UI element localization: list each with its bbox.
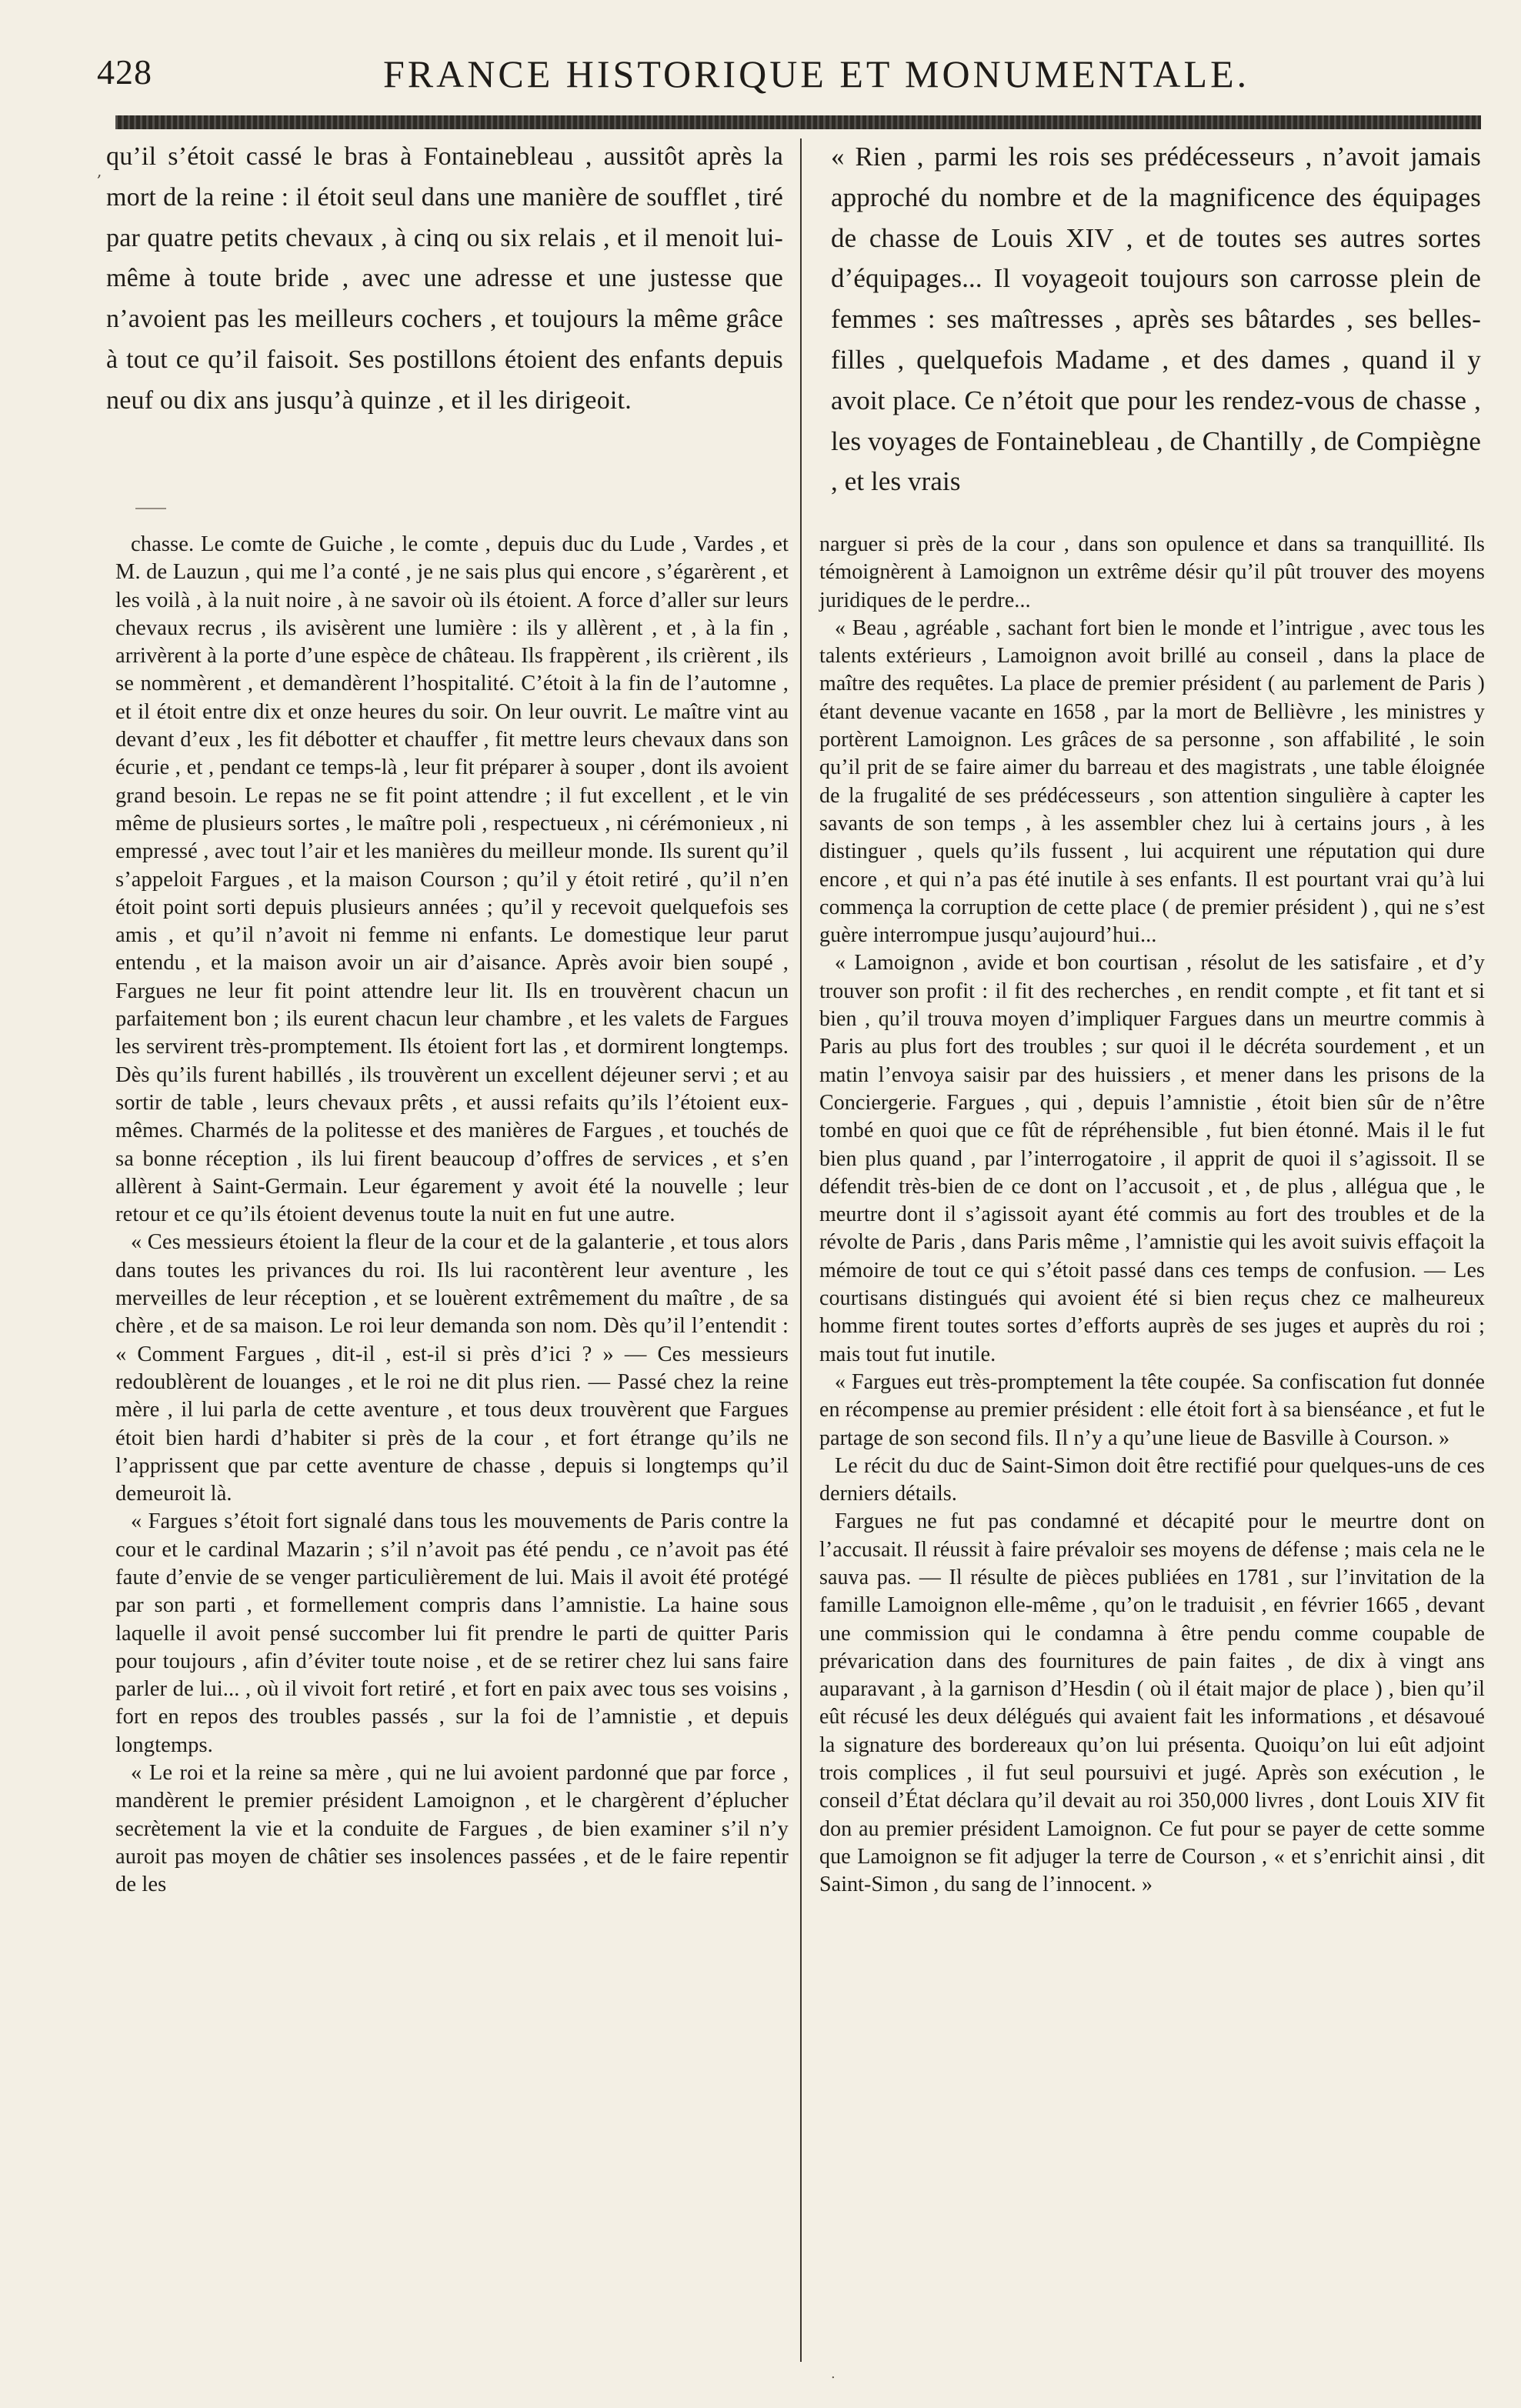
paragraph: « Rien , parmi les rois ses prédécesseurs , n’avoit jamais approché du nombre et de la magnificence des équipages de chasse de Louis XIV , et de toutes ses autres sortes d’équipages... Il voyageoit toujours son carrosse plein de femmes : ses maîtresses , après ses bâtardes , ses belles-filles , quelquefois Madame , et des dames , quand il y avoit place. Ce n’étoit que pour les rendez-vous de chasse , les voyages de Fontainebleau , de Chantilly , de Compiègne , et les vrais xyxy=(831,142,1481,497)
paragraph: narguer si près de la cour , dans son opulence et dans sa tranquillité. Ils témoignèrent à Lamoignon un extrême désir qu’il pût trouver des moyens juridiques de le perdre... xyxy=(819,532,1485,612)
separator-mark xyxy=(135,508,166,509)
paragraph: « Beau , agréable , sachant fort bien le monde et l’intrigue , avec tous les talents extérieurs , Lamoignon avoit brillé au conseil , dans la place de maître des requêtes. La place de premier président ( au parlement de Paris ) étant devenue vacante en 1658 , par la mort de Bellièvre , les ministres y portèrent Lamoignon. Les grâces de sa personne , son affabilité , le soin qu’il prit de se faire aimer du barreau et des magistrats , une table éloignée de la frugalité de ses prédécesseurs , son attention singulière à capter les savants de son temps , à les assembler chez lui à certains jours , à les distinguer , quels qu’ils fussent , lui acquirent une réputation qui dure encore , et qui n’a pas été inutile à ses enfants. Il est pourtant vrai qu’à lui commença la corruption de cette place ( de premier président ) , qui ne s’est guère interrompue jusqu’aujourd’hui... xyxy=(819,615,1485,948)
left-top-text-block xyxy=(106,137,783,422)
margin-mark: . xyxy=(831,2366,836,2382)
margin-mark: , xyxy=(97,162,102,180)
running-title: FRANCE HISTORIQUE ET MONUMENTALE. xyxy=(383,52,1250,95)
column-divider xyxy=(800,138,802,2362)
paragraph: « Ces messieurs étoient la fleur de la cour et de la galanterie , et tous alors dans toutes les privances du roi. Ils lui racontèrent leur aventure , les merveilles de leur réception , et se louèrent extrêmement du maître , de sa chère , et de sa maison. Le roi leur demanda son nom. Dès qu’il l’entendit : « Comment Fargues , dit-il , est-il si près d’ici ? » — Ces messieurs redoublèrent de louanges , et le roi ne dit plus rien. — Passé chez la reine mère , il lui parla de cette aventure , et tous deux trouvèrent que Fargues étoit bien hardi d’habiter si près de la cour , et fort étrange qu’ils ne l’apprissent que par cette aventure de chasse , depuis si longtemps qu’il demeuroit là. xyxy=(115,1230,789,1506)
paragraph: Le récit du duc de Saint-Simon doit être rectifié pour quelques-uns de ces derniers détails. xyxy=(819,1453,1485,1506)
page-number: 428 xyxy=(97,52,152,92)
paragraph: « Fargues eut très-promptement la tête coupée. Sa confiscation fut donnée en récompense au premier président : elle étoit fort à sa bienséance , et fut le partage de son second fils. Il n’y a qu’une lieue de Basville à Courson. » xyxy=(819,1369,1485,1450)
page-header xyxy=(0,42,1521,112)
paragraph: « Fargues s’étoit fort signalé dans tous les mouvements de Paris contre la cour et le cardinal Mazarin ; s’il n’avoit pas été pendu , ce n’avoit pas été faute d’envie de se venger particulièrement de lui. Mais il avoit été protégé par son parti , et formellement compris dans l’amnistie. La haine sous laquelle il avoit pensé succomber lui fit prendre le parti de quitter Paris pour toujours , afin d’éviter toute noise , et de se retirer chez lui sans faire parler de lui... , où il vivoit fort retiré , et fort en paix avec tous ses voisins , fort en repos des troubles passés , sur la foi de l’amnistie , et depuis longtemps. xyxy=(115,1509,789,1757)
decorative-rule xyxy=(115,115,1481,129)
right-column-footnote-text xyxy=(819,531,1485,1899)
left-column-footnote-text xyxy=(115,531,789,1899)
paragraph: qu’il s’étoit cassé le bras à Fontainebleau , aussitôt après la mort de la reine : il étoit seul dans une manière de soufflet , tiré par quatre petits chevaux , à cinq ou six relais , et il menoit lui-même à toute bride , avec une adresse et une justesse que n’avoient pas les meilleurs cochers , et toujours la même grâce à tout ce qu’il faisoit. Ses postillons étoient des enfants depuis neuf ou dix ans jusqu’à quinze , et il les dirigeoit. xyxy=(106,142,783,415)
right-top-text-block xyxy=(831,137,1481,502)
paragraph: « Le roi et la reine sa mère , qui ne lui avoient pardonné que par force , mandèrent le premier président Lamoignon , et le chargèrent d’éplucher secrètement la vie et la conduite de Fargues , de bien examiner s’il n’y auroit pas moyen de châtier ses insolences passées , et de le faire repentir de les xyxy=(115,1761,789,1897)
paragraph: « Lamoignon , avide et bon courtisan , résolut de les satisfaire , et d’y trouver son profit : il fit des recherches , en rendit compte , et fit tant et si bien , qu’il trouva moyen d’impliquer Fargues dans un meurtre commis à Paris au plus fort des troubles ; sur quoi il le décréta sourdement , et un matin l’envoya saisir par des huissiers , et mener dans les prisons de la Conciergerie. Fargues , qui , depuis l’amnistie , étoit bien sûr de n’être tombé en quoi que ce fût de répréhensible , fut bien étonné. Mais il le fut bien plus quand , par l’interrogatoire , il apprit de quoi il s’agissoit. Il se défendit très-bien de ce dont on l’accusoit , et , de plus , allégua que , le meurtre dont il s’agissoit ayant été commis au fort des troubles et de la révolte de Paris , dans Paris même , l’amnistie qui les avoit suivis effaçoit la mémoire de tout ce qui s’étoit passé dans ces temps de confusion. — Les courtisans distingués qui avoient été si bien reçus chez ce malheureux homme firent toutes sortes d’efforts auprès de ses juges et auprès du roi ; mais tout fut inutile. xyxy=(819,951,1485,1366)
paragraph: Fargues ne fut pas condamné et décapité pour le meurtre dont on l’accusait. Il réussit à faire prévaloir ses moyens de défense ; mais cela ne le sauva pas. — Il résulte de pièces publiées en 1781 , sur l’invitation de la famille Lamoignon elle-même , qu’on le traduisit , en février 1665 , devant une commission qui le condamna à être pendu comme coupable de prévarication dans des fournitures de pain faites , de dix à vingt ans auparavant , à la garnison d’Hesdin ( où il était major de place ) , bien qu’il eût récusé les deux délégués qui avaient fait les informations , et désavoué la signature des bordereaux qu’on lui présenta. Quoiqu’on lui eût adjoint trois complices , il fut seul poursuivi et jugé. Après son exécution , le conseil d’État déclara qu’il devait au roi 350,000 livres , dont Louis XIV fit don au premier président Lamoignon. Ce fut pour se payer de cette somme que Lamoignon se fit adjuger la terre de Courson , « et s’enrichit ainsi , dit Saint-Simon , du sang de l’innocent. » xyxy=(819,1509,1485,1897)
paragraph: chasse. Le comte de Guiche , le comte , depuis duc du Lude , Vardes , et M. de Lauzun , qui me l’a conté , je ne sais plus qui encore , s’égarèrent , et les voilà , à la nuit noire , à ne savoir où ils étoient. A force d’aller sur leurs chevaux recrus , ils avisèrent une lumière : ils y allèrent , et , à la fin , arrivèrent à la porte d’une espèce de château. Ils frappèrent , ils crièrent , ils se nommèrent , et demandèrent l’hospitalité. C’étoit à la fin de l’automne , et il étoit entre dix et onze heures du soir. On leur ouvrit. Le maître vint au devant d’eux , les fit débotter et chauffer , fit mettre leurs chevaux dans son écurie , et , pendant ce temps-là , leur fit préparer à souper , dont ils avoient grand besoin. Le repas ne se fit point attendre ; il fut excellent , et le vin même de plusieurs sortes , le maître poli , respectueux , ni cérémonieux , ni empressé , avec tout l’air et les manières du meilleur monde. Ils surent qu’il s’appeloit Fargues , et la maison Courson ; qu’il y étoit retiré , qu’il n’en étoit point sorti depuis plusieurs années ; qu’il y recevoit quelquefois ses amis , et qu’il n’avoit ni femme ni enfants. Le domestique leur parut entendu , et la maison avoir un air d’aisance. Après avoir bien soupé , Fargues ne leur fit point attendre leur lit. Ils en trouvèrent chacun un parfaitement bon ; ils eurent chacun leur chambre , et les valets de Fargues les servirent très-promptement. Ils étoient fort las , et dormirent longtemps. Dès qu’ils furent habillés , ils trouvèrent un excellent déjeuner servi ; et au sortir de table , leurs chevaux prêts , et aussi refaits qu’ils l’étoient eux-mêmes. Charmés de la politesse et des manières de Fargues , et touchés de sa bonne réception , ils lui firent beaucoup d’offres de services , et s’en allèrent à Saint-Germain. Leur égarement y avoit été la nouvelle ; leur retour et ce qu’ils étoient devenus toute la nuit en fut une autre. xyxy=(115,532,789,1227)
